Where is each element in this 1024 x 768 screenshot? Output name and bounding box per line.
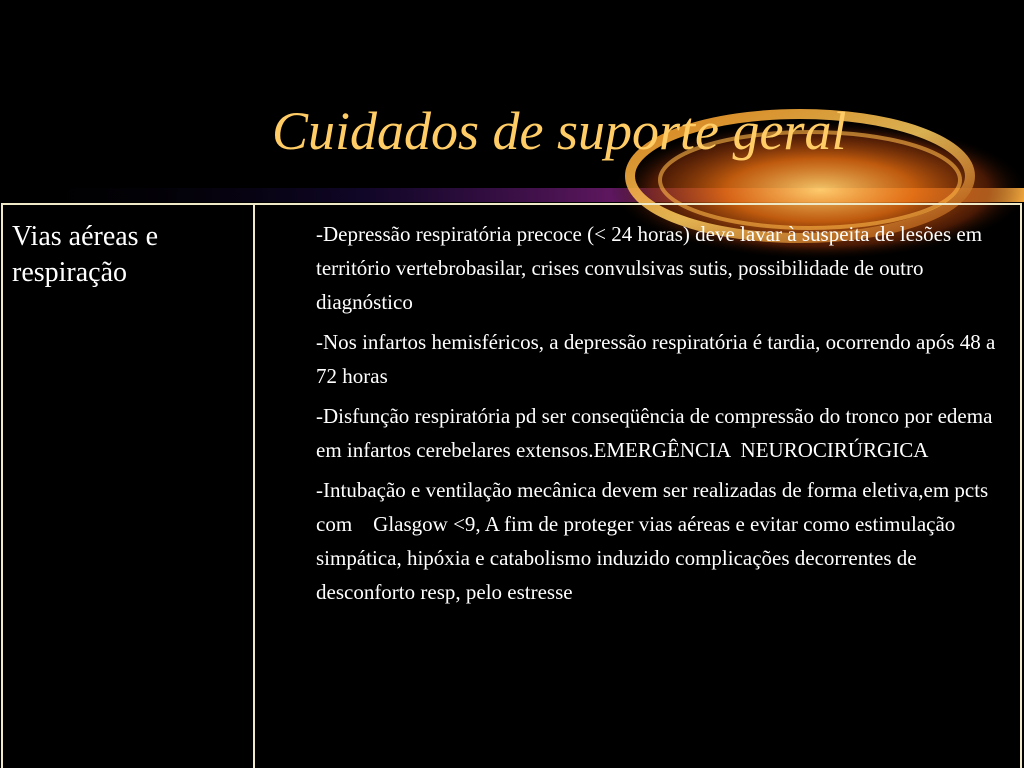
detail-paragraph: -Disfunção respiratória pd ser conseqüência de compressão do tronco por edema em infartos cerebelares extensos.EMERGÊNCIA NEUROCIRÚRGICA — [316, 404, 998, 462]
slide-title: Cuidados de suporte geral — [272, 101, 847, 161]
detail-paragraph: -Nos infartos hemisféricos, a depressão respiratória é tardia, ocorrendo após 48 a 72 horas — [316, 330, 1001, 388]
table-cell-details — [255, 205, 1020, 768]
detail-paragraph: -Intubação e ventilação mecânica devem ser realizadas de forma eletiva,em pcts com Glasgow <9, A fim de proteger vias aéreas e evitar como estimulação simpática, hipóxia e catabolismo induzido complicações decorrentes de desconforto resp, pelo estresse — [316, 478, 994, 604]
detail-paragraph: -Depressão respiratória precoce (< 24 horas) deve lavar à suspeita de lesões em território vertebrobasilar, crises convulsivas sutis, possibilidade de outro diagnóstico — [316, 222, 988, 314]
content-table — [1, 203, 1022, 768]
table-cell-topic: Vias aéreas e respiração — [3, 205, 255, 768]
